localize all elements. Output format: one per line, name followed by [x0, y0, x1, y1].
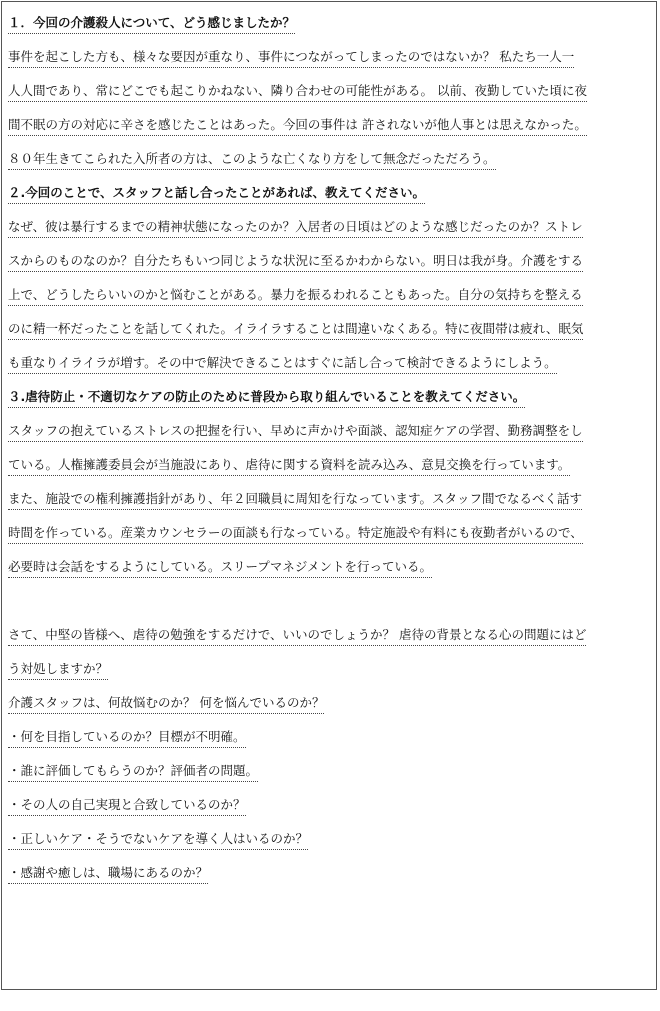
closing-bullet: ・感謝や癒しは、職場にあるのか？	[8, 856, 656, 890]
section-1-line: ８０年生きてこられた入所者の方は、このような亡くなり方をして無念だっただろう。	[8, 142, 656, 176]
section-1-heading: １．今回の介護殺人について、どう感じましたか？	[8, 6, 656, 40]
closing-line: う対処しますか？	[8, 652, 656, 686]
section-1-line: 人人間であり、常にどこでも起こりかねない、隣り合わせの可能性がある。 以前、夜勤していた頃に夜	[8, 74, 656, 108]
section-3-heading: ３.虐待防止・不適切なケアの防止のために普段から取り組んでいることを教えてください。	[8, 380, 656, 414]
closing-line: さて、中堅の皆様へ、虐待の勉強をするだけで、いいのでしょうか？ 虐待の背景となる心の問題にはど	[8, 618, 656, 652]
closing-bullet: ・何を目指しているのか？目標が不明確。	[8, 720, 656, 754]
closing-bullet: ・その人の自己実現と合致しているのか？	[8, 788, 656, 822]
section-2-heading: ２.今回のことで、スタッフと話し合ったことがあれば、教えてください。	[8, 176, 656, 210]
section-1-line: 間不眠の方の対応に辛さを感じたことはあった。今回の事件は 許されないが他人事とは思えなかった。	[8, 108, 656, 142]
section-3-line: 必要時は会話をするようにしている。スリープマネジメントを行っている。	[8, 550, 656, 584]
section-2-line: のに精一杯だったことを話してくれた。イライラすることは間違いなくある。特に夜間帯は疲れ、眠気	[8, 312, 656, 346]
section-1-line: 事件を起こした方も、様々な要因が重なり、事件につながってしまったのではないか？ 私たち一人一	[8, 40, 656, 74]
section-2-line: も重なりイライラが増す。その中で解決できることはすぐに話し合って検討できるようにしよう。	[8, 346, 656, 380]
section-3-line: スタッフの抱えているストレスの把握を行い、早めに声かけや面談、認知症ケアの学習、勤務調整をし	[8, 414, 656, 448]
closing-question: 介護スタッフは、何故悩むのか？ 何を悩んでいるのか？	[8, 686, 656, 720]
section-3-line: また、施設での権利擁護指針があり、年２回職員に周知を行なっています。スタッフ間でなるべく話す	[8, 482, 656, 516]
blank-line	[8, 584, 656, 618]
section-3-line: 時間を作っている。産業カウンセラーの面談も行なっている。特定施設や有料にも夜勤者がいるので、	[8, 516, 656, 550]
document-frame	[1, 1, 657, 990]
section-2-line: なぜ、彼は暴行するまでの精神状態になったのか？入居者の日頃はどのような感じだったのか？ストレ	[8, 210, 656, 244]
closing-bullet: ・誰に評価してもらうのか？評価者の問題。	[8, 754, 656, 788]
section-2-line: スからのものなのか？自分たちもいつ同じような状況に至るかわからない。明日は我が身。介護をする	[8, 244, 656, 278]
document-body	[8, 6, 656, 890]
section-2-line: 上で、どうしたらいいのかと悩むことがある。暴力を振るわれることもあった。自分の気持ちを整える	[8, 278, 656, 312]
section-3-line: ている。人権擁護委員会が当施設にあり、虐待に関する資料を読み込み、意見交換を行っています。	[8, 448, 656, 482]
closing-bullet: ・正しいケア・そうでないケアを導く人はいるのか？	[8, 822, 656, 856]
